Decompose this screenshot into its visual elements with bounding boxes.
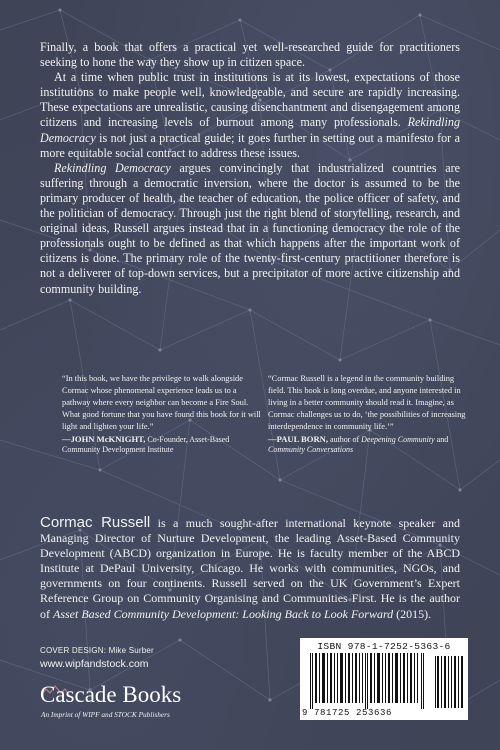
book-title: Rekindling Democracy — [40, 115, 460, 145]
endorsement-attribution: —JOHN McKNIGHT, Co-Founder, Asset-Based Community Development Institute — [62, 433, 230, 455]
publisher-name: Cascade Books — [40, 682, 182, 707]
barcode-digits: 9 781725 253636 — [302, 708, 393, 718]
publisher-logo — [40, 674, 240, 724]
author-book-title: Asset Based Community Development: Looking Back to Look Forward — [53, 606, 394, 621]
blurb-paragraph-3: Rekindling Democracy argues convincingly that industrialized countries are suffering through a democratic inversion, where the doctor is assumed to be the primary producer of health, the teacher of education, the police officer of safety, and the politician of democracy. Through just the right blend of storytelling, research, and original ideas, Russell argues instead that in a functioning democracy the role of the professionals ought to be defined as that which happens after the important work of citizens is done. The primary role of the twenty-first-century practitioner therefore is not a deliverer of top-down services, but a precipitator of more active citizenship and community building. — [40, 160, 460, 296]
cover-design-credit: COVER DESIGN: Mike Surber — [40, 646, 154, 655]
isbn-number: ISBN 978-1-7252-5363-6 — [317, 641, 451, 652]
endorsement-mcknight — [62, 373, 262, 456]
publisher-imprint: An Imprint of WIPF and STOCK Publishers — [41, 710, 170, 719]
endorsement-born — [268, 373, 473, 456]
isbn-barcode — [300, 638, 468, 720]
author-bio: Cormac Russell is a much sought-after international keynote speaker and Managing Director of Nurture Development, the leading Asset-Based Community Development (ABCD) organization in Europe. He is faculty member of the ABCD Institute at DePaul University, Chicago. He works with communities, NGOs, and governments on four continents. Russell served on the UK Government’s Expert Reference Group on Community Organising and Communities First. He is the author of Asset Based Community Development: Looking Back to Look Forward (2015). — [40, 514, 461, 621]
author-name: Cormac Russell — [40, 514, 151, 531]
endorsement-attribution: —PAUL BORN, author of Deepening Community and Community Conversations — [268, 433, 449, 455]
publisher-website[interactable]: www.wipfandstock.com — [40, 658, 149, 670]
endorsement-text: “In this book, we have the privilege to walk alongside Cormac whose phenomenal experience leads us to a pathway where every neighbor can become a Fire Soul. What good fortune that you have found this book for it will light and lighten your life.” — [62, 374, 261, 431]
blurb-paragraph-1: Finally, a book that offers a practical yet well-researched guide for practitioners seeking to hone the way they show up in citizen space. — [40, 40, 460, 70]
endorsement-text: “Cormac Russell is a legend in the community building field. This book is long overdue, and anyone interested in living in a better community should read it. Imagine, as Cormac challenges us to do, ‘the possibilities of increasing interdependence in community life.’” — [268, 374, 466, 431]
barcode-addon-bars — [434, 656, 464, 708]
back-cover-blurb — [40, 40, 460, 297]
barcode-bars — [308, 653, 428, 709]
blurb-paragraph-2: At a time when public trust in institutions is at its lowest, expectations of those institutions to make people well, knowledgeable, and secure are rapidly increasing. These expectations are unrealistic, causing disenchantment and disengagement among citizens and increasing levels of burnout among many professionals. Rekindling Democracy is not just a practical guide; it goes further in setting out a manifesto for a more equitable social contract to address these issues. — [40, 70, 460, 160]
book-title: Rekindling Democracy — [54, 160, 171, 175]
